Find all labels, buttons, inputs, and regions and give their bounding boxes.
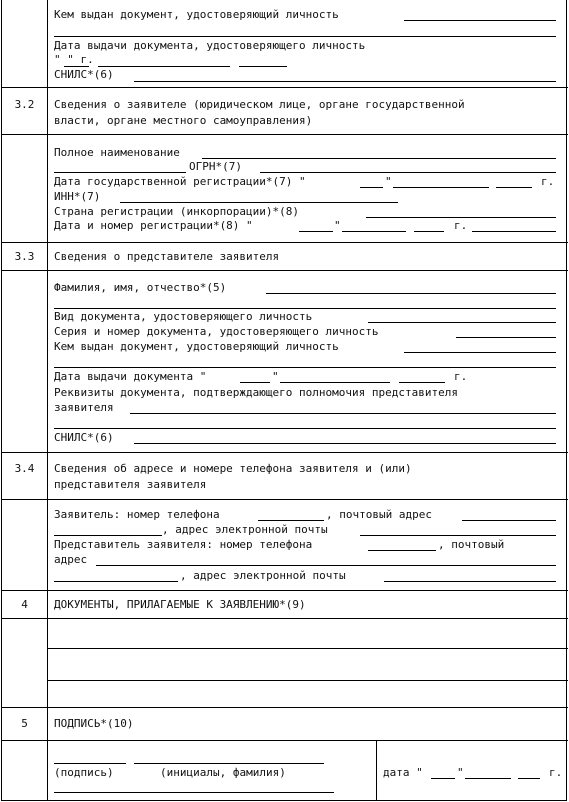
year-suffix: г. [541,175,555,188]
series-label: Серия и номер документа, удостоверяющего личность [54,325,379,338]
snils-label: СНИЛС*(6) [54,431,114,444]
quote-mark: " [385,175,392,188]
reg-date-year[interactable] [496,187,532,188]
rep-phone-label: Представитель заявителя: номер телефона [54,538,313,551]
reg-date-month[interactable] [393,187,489,188]
signature-field[interactable] [54,763,126,764]
date-label: дата " [383,766,423,779]
reg-number-field[interactable] [472,231,556,232]
applicant-phone-label: Заявитель: номер телефона [54,508,220,521]
issue-year-field[interactable] [239,66,287,67]
quote-mark: " [334,219,341,232]
section-title: Сведения о заявителе (юридическом лице, органе государственной [54,98,465,111]
country-field[interactable] [366,217,556,218]
fio-label: Фамилия, имя, отчество*(5) [54,281,227,294]
year-suffix: г. [549,766,563,779]
quote-mark: " [457,766,464,779]
reg-date-day[interactable] [360,187,383,188]
row-border [2,134,568,135]
year-suffix: г. [454,219,468,232]
rep-addr-label: адрес [54,553,88,566]
issued-by-label: Кем выдан документ, удостоверяющий личность [54,8,339,21]
authority-label: Реквизиты документа, подтверждающего полномочия представителя [54,386,458,399]
rep-phone-field[interactable] [368,550,436,551]
doc-type-label: Вид документа, удостоверяющего личность [54,310,313,323]
section-number: 5 [21,717,28,730]
authority-label-line2: заявителя [54,401,114,414]
row-border [2,707,568,708]
issue-day-field[interactable] [64,66,89,67]
row-border [2,87,568,88]
signature-extra-line[interactable] [54,792,334,793]
row-border [2,270,568,271]
initials-field[interactable] [134,763,324,764]
rep-post-field-line2[interactable] [54,581,178,582]
year-suffix: г. [454,370,468,383]
ogrn-field[interactable] [260,172,556,173]
attachment-line [47,680,568,681]
issued-by-field-line2[interactable] [54,367,556,368]
snils-field[interactable] [134,81,556,82]
section-title: Сведения об адресе и номере телефона заявителя и (или) [54,462,412,475]
section-title: ДОКУМЕНТЫ, ПРИЛАГАЕМЫЕ К ЗАЯВЛЕНИЮ*(9) [54,598,306,611]
sign-year-field[interactable] [518,778,540,779]
full-name-label: Полное наименование [54,146,180,159]
row-border [2,499,568,500]
authority-field[interactable] [130,413,556,414]
section-number: 3.4 [14,462,35,475]
sign-day-field[interactable] [431,778,455,779]
issue-day-field[interactable] [240,382,270,383]
issue-month-field[interactable] [98,66,230,67]
snils-label: СНИЛС*(6) [54,68,114,81]
country-label: Страна регистрации (инкорпорации)*(8) [54,205,300,218]
issued-by-label: Кем выдан документ, удостоверяющий личность [54,340,339,353]
applicant-email-field[interactable] [360,535,556,536]
issue-month-field[interactable] [280,382,390,383]
fio-field-line2[interactable] [54,308,556,309]
reg-number-day[interactable] [299,231,333,232]
row-border [2,590,568,591]
inn-field[interactable] [120,202,398,203]
applicant-post-label: , почтовый адрес [326,508,432,521]
initials-caption: (инициалы, фамилия) [160,766,286,779]
rep-email-label: , адрес электронной почты [180,569,346,582]
applicant-phone-field[interactable] [258,520,324,521]
doc-type-field[interactable] [368,322,556,323]
applicant-post-field-line2[interactable] [54,535,162,536]
row-border [2,242,568,243]
inn-label: ИНН*(7) [54,190,101,203]
issue-date-template: " " г. [54,53,94,66]
issue-year-field[interactable] [399,382,445,383]
authority-field-line2[interactable] [54,428,556,429]
applicant-email-label: , адрес электронной почты [162,523,328,536]
ogrn-label: ОГРН*(7) [189,160,242,173]
full-name-field-line2[interactable] [54,172,186,173]
sign-month-field[interactable] [465,778,511,779]
series-field[interactable] [456,337,556,338]
row-border [2,452,568,453]
section-number: 3.3 [14,250,35,263]
snils-field[interactable] [134,443,556,444]
signature-caption: (подпись) [54,766,114,779]
date-cell-divider [376,740,377,801]
section-title: ПОДПИСЬ*(10) [54,717,134,730]
reg-number-label: Дата и номер регистрации*(8) " [54,219,253,232]
attachment-line [47,648,568,649]
section-title: Сведения о представителе заявителя [54,250,280,263]
section-title-line2: представителя заявителя [54,478,207,491]
quote-mark: " [272,370,279,383]
fio-field[interactable] [266,293,556,294]
form-table [1,0,567,801]
issued-by-field[interactable] [404,352,556,353]
rep-email-field[interactable] [384,581,556,582]
issue-date-label: Дата выдачи документа " [54,370,207,383]
rep-post-label: , почтовый [438,538,505,551]
issued-by-field[interactable] [404,20,556,21]
rep-post-field[interactable] [96,565,556,566]
reg-number-month[interactable] [342,231,406,232]
section-title-line2: власти, органе местного самоуправления) [54,114,313,127]
section-number: 3.2 [14,98,35,111]
applicant-post-field[interactable] [462,520,556,521]
issued-by-field-line2[interactable] [54,36,556,37]
reg-date-label: Дата государственной регистрации*(7) " [54,175,306,188]
issue-date-label: Дата выдачи документа, удостоверяющего личность [54,39,366,52]
reg-number-year[interactable] [414,231,444,232]
full-name-field[interactable] [202,158,556,159]
row-border [2,618,568,619]
section-number: 4 [21,598,28,611]
row-border [2,740,568,741]
